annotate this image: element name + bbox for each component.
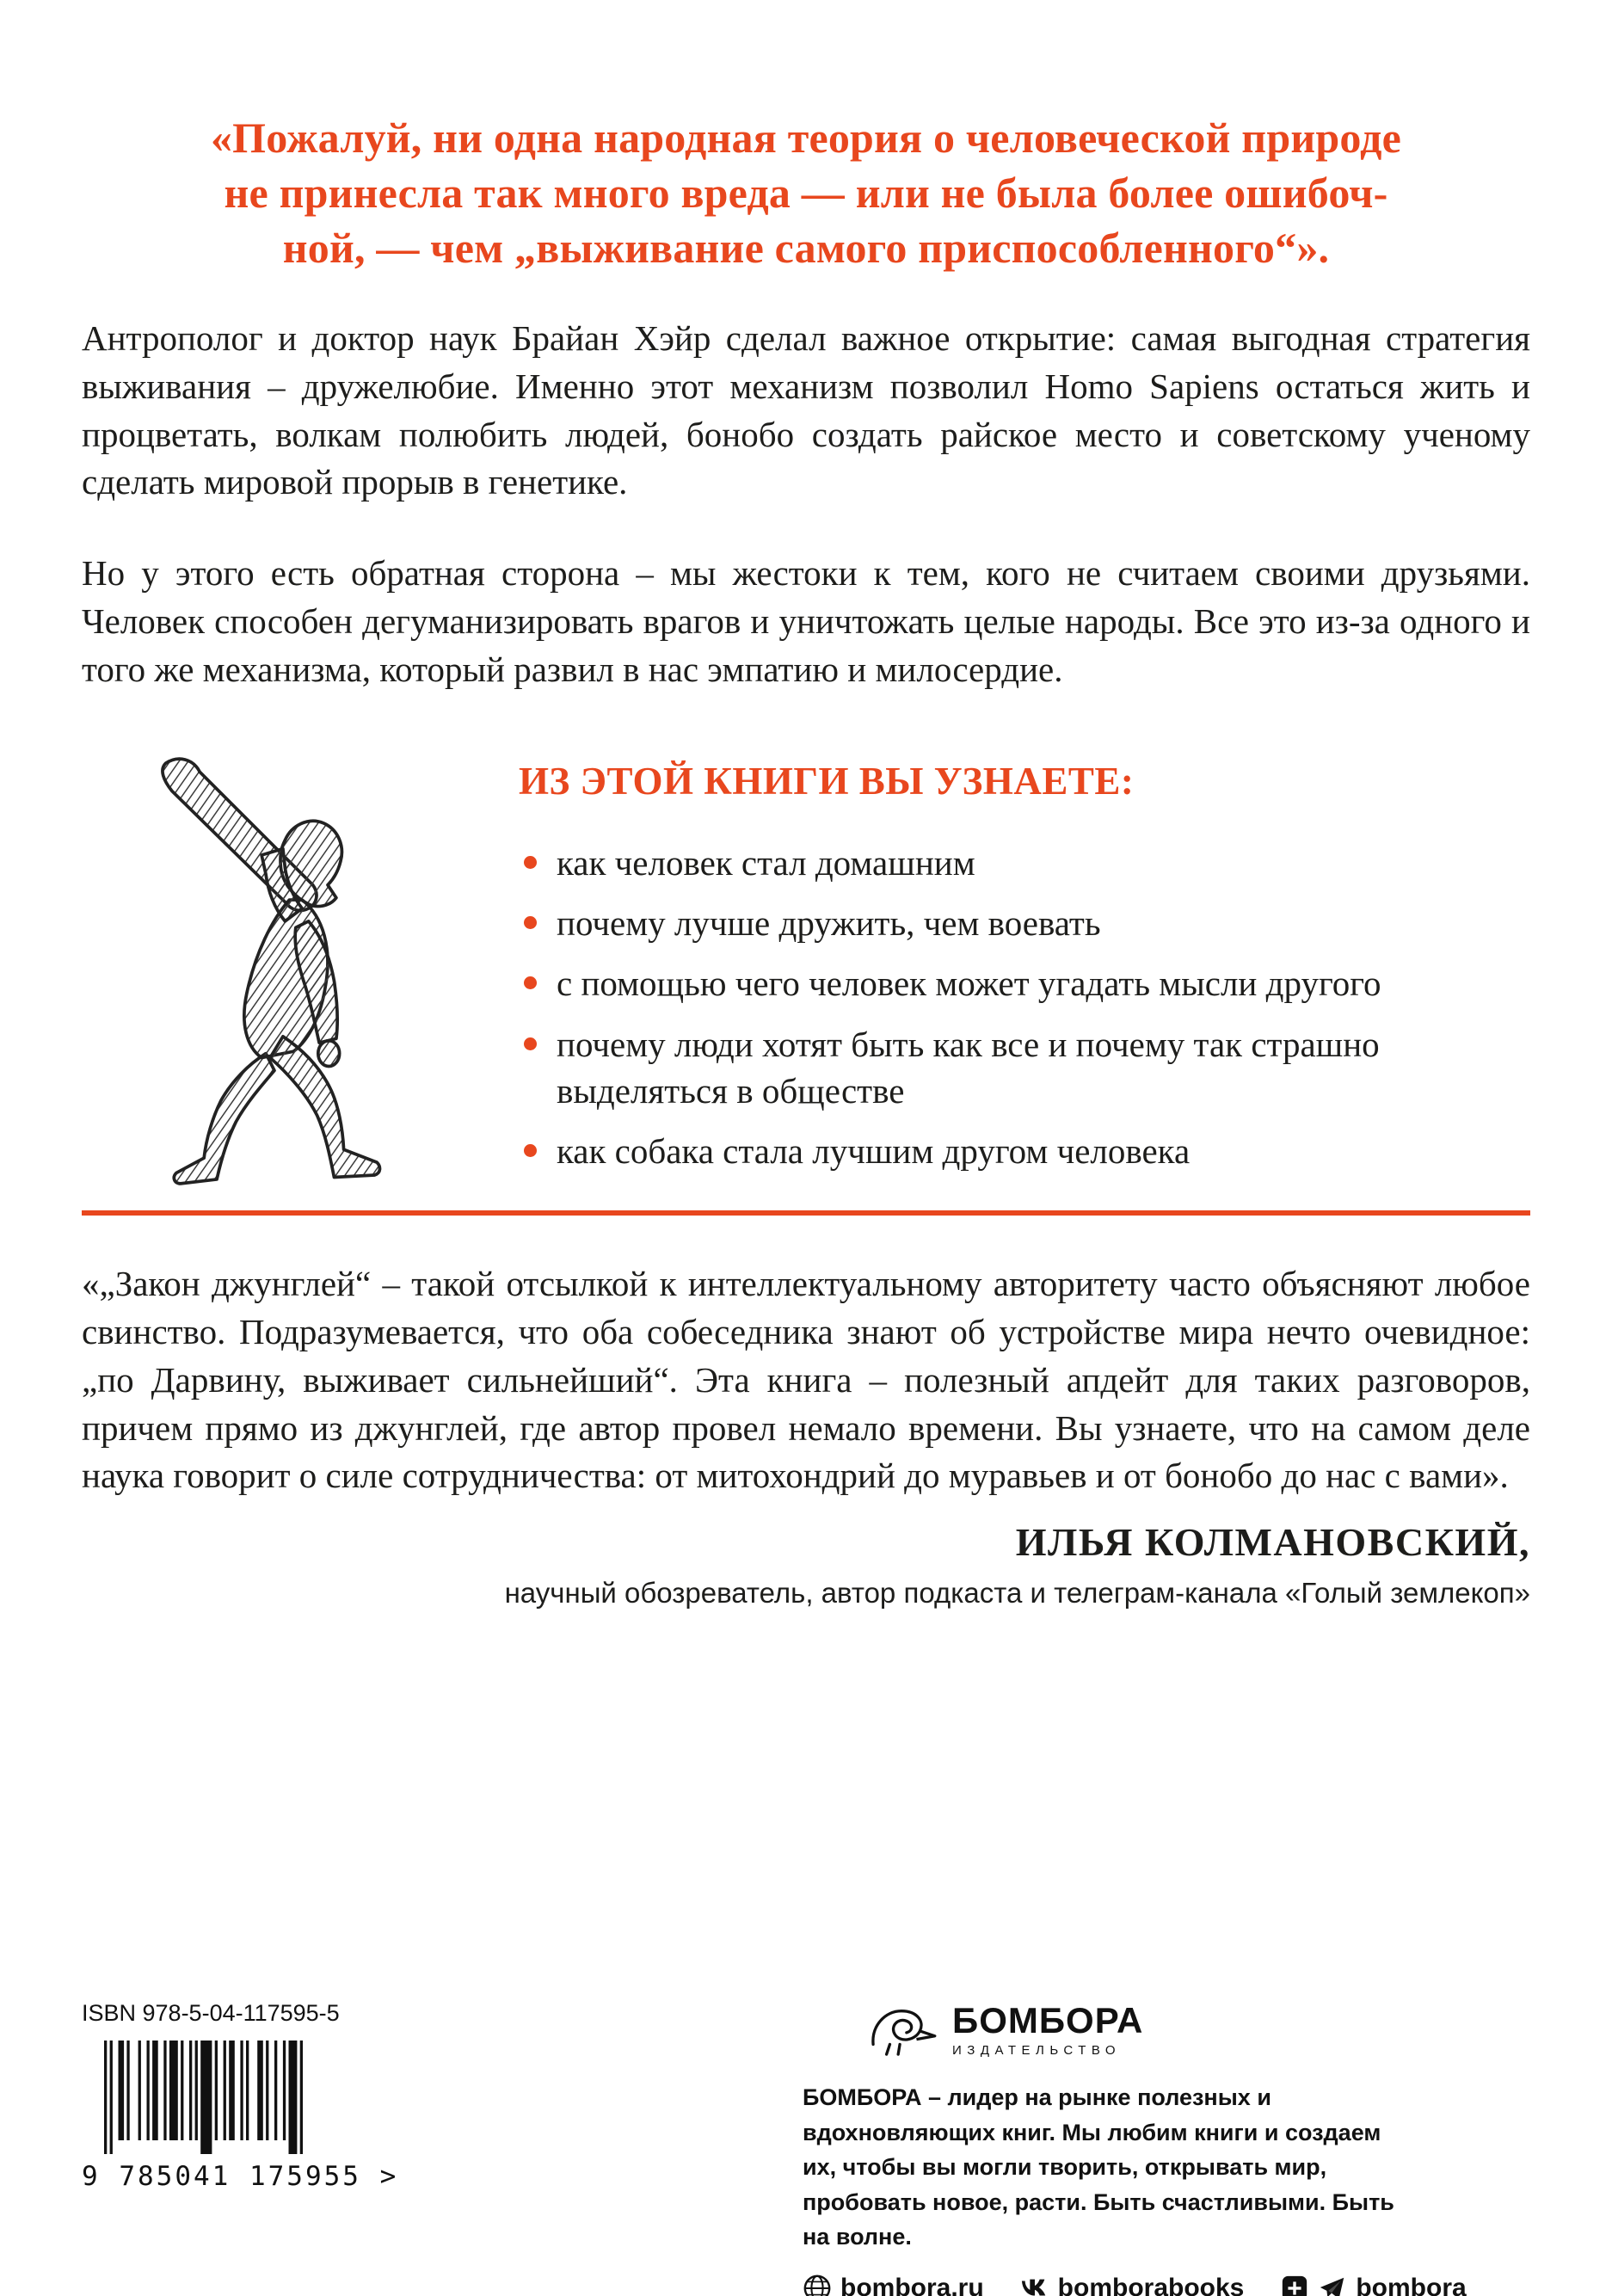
footer	[82, 2000, 1530, 2296]
vk-icon	[1020, 2274, 1049, 2296]
globe-icon	[803, 2274, 832, 2296]
learn-item	[519, 840, 1530, 886]
publisher-subtitle: ИЗДАТЕЛЬСТВО	[952, 2043, 1122, 2058]
barcode	[82, 2041, 399, 2192]
isbn-label: ISBN 978-5-04-117595-5	[82, 2000, 340, 2026]
intro-paragraph: Антрополог и доктор наук Брайан Хэйр сделал важное открытие: самая выгодная стратегия выживания – дружелюбие. Именно этот механизм позволил Homo Sapiens остаться жить и процветать, волкам полюбить людей, бонобо создать райское место и советскому ученому сделать мировой прорыв в генетике.	[82, 318, 1530, 502]
social-item-website	[803, 2274, 984, 2296]
learn-list	[519, 840, 1530, 1174]
review-author: ИЛЬЯ КОЛМАНОВСКИЙ,	[1015, 1520, 1530, 1565]
publisher-description: БОМБОРА – лидер на рынке полезных и вдохновляющих книг. Мы любим книги и создаем их, чтобы вы могли творить, открывать мир, пробовать новое, расти. Быть счастливыми. Быть на волне.	[803, 2084, 1394, 2250]
learn-item-text: как собака стала лучшим другом человека	[557, 1130, 1191, 1171]
bullet-dot-icon	[524, 976, 537, 989]
learn-item	[519, 900, 1530, 946]
bullet-dot-icon	[524, 916, 537, 929]
learn-item	[519, 1021, 1530, 1114]
publisher-bird-icon	[864, 2003, 940, 2056]
publisher-block	[803, 2000, 1467, 2296]
hominid-illustration	[114, 748, 434, 1207]
top-quote-line: ной, — чем „выживание самого приспособленного“».	[282, 224, 1330, 272]
social-label: bombora	[1356, 2273, 1467, 2296]
top-quote-line: «Пожалуй, ни одна народная теория о человеческой природе	[210, 114, 1401, 162]
plus-icon	[1280, 2274, 1309, 2296]
social-item-messengers	[1280, 2274, 1466, 2296]
intro-paragraph: Но у этого есть обратная сторона – мы жестоки к тем, кого не считаем своими друзьями. Человек способен дегуманизировать врагов и уничтожать целые народы. Все это из-за одного и того же механизма, который развил в нас эмпатию и милосердие.	[82, 553, 1530, 689]
review-quote: «„Закон джунглей“ – такой отсылкой к интеллектуальному авторитету часто объясняют любое свинство. Подразумевается, что оба собеседника знают об устройстве мира нечто очевидное: „по Дарвину, выживает сильнейший“. Эта книга – полезный апдейт для таких разговоров, причем прямо из джунглей, где автор провел немало времени. Вы узнаете, что на самом деле наука говорит о силе сотрудничества: от митохондрий до муравьев и от бонобо до нас с вами».	[82, 1264, 1530, 1496]
bullet-dot-icon	[524, 856, 537, 869]
learn-item	[519, 960, 1530, 1006]
social-label: bombora.ru	[840, 2273, 984, 2296]
top-quote	[82, 110, 1530, 275]
telegram-icon	[1318, 2274, 1347, 2296]
learn-item-text: с помощью чего человек может угадать мысли другого	[557, 963, 1381, 1004]
publisher-name: БОМБОРА	[952, 2000, 1144, 2041]
social-row	[803, 2273, 1467, 2296]
learn-item-text: как человек стал домашним	[557, 843, 975, 883]
learn-heading: ИЗ ЭТОЙ КНИГИ ВЫ УЗНАЕТЕ:	[519, 760, 1135, 803]
learn-item-text: почему лучше дружить, чем воевать	[557, 903, 1101, 944]
review-author-role: научный обозреватель, автор подкаста и телеграм-канала «Голый землекоп»	[504, 1577, 1530, 1610]
learn-item-text: почему люди хотят быть как все и почему так страшно выделяться в обществе	[557, 1024, 1380, 1111]
barcode-digits: 9 785041 175955 >	[82, 2161, 399, 2192]
bullet-dot-icon	[524, 1144, 537, 1157]
bullet-dot-icon	[524, 1037, 537, 1050]
learn-section	[82, 748, 1530, 1207]
divider-rule	[82, 1210, 1530, 1216]
isbn-block	[82, 2000, 443, 2296]
social-label: bomborabooks	[1057, 2273, 1245, 2296]
publisher-logo	[864, 2000, 1409, 2058]
social-item-vk	[1020, 2274, 1245, 2296]
top-quote-line: не принесла так много вреда — или не была более ошибоч-	[224, 169, 1388, 217]
learn-item	[519, 1128, 1530, 1174]
